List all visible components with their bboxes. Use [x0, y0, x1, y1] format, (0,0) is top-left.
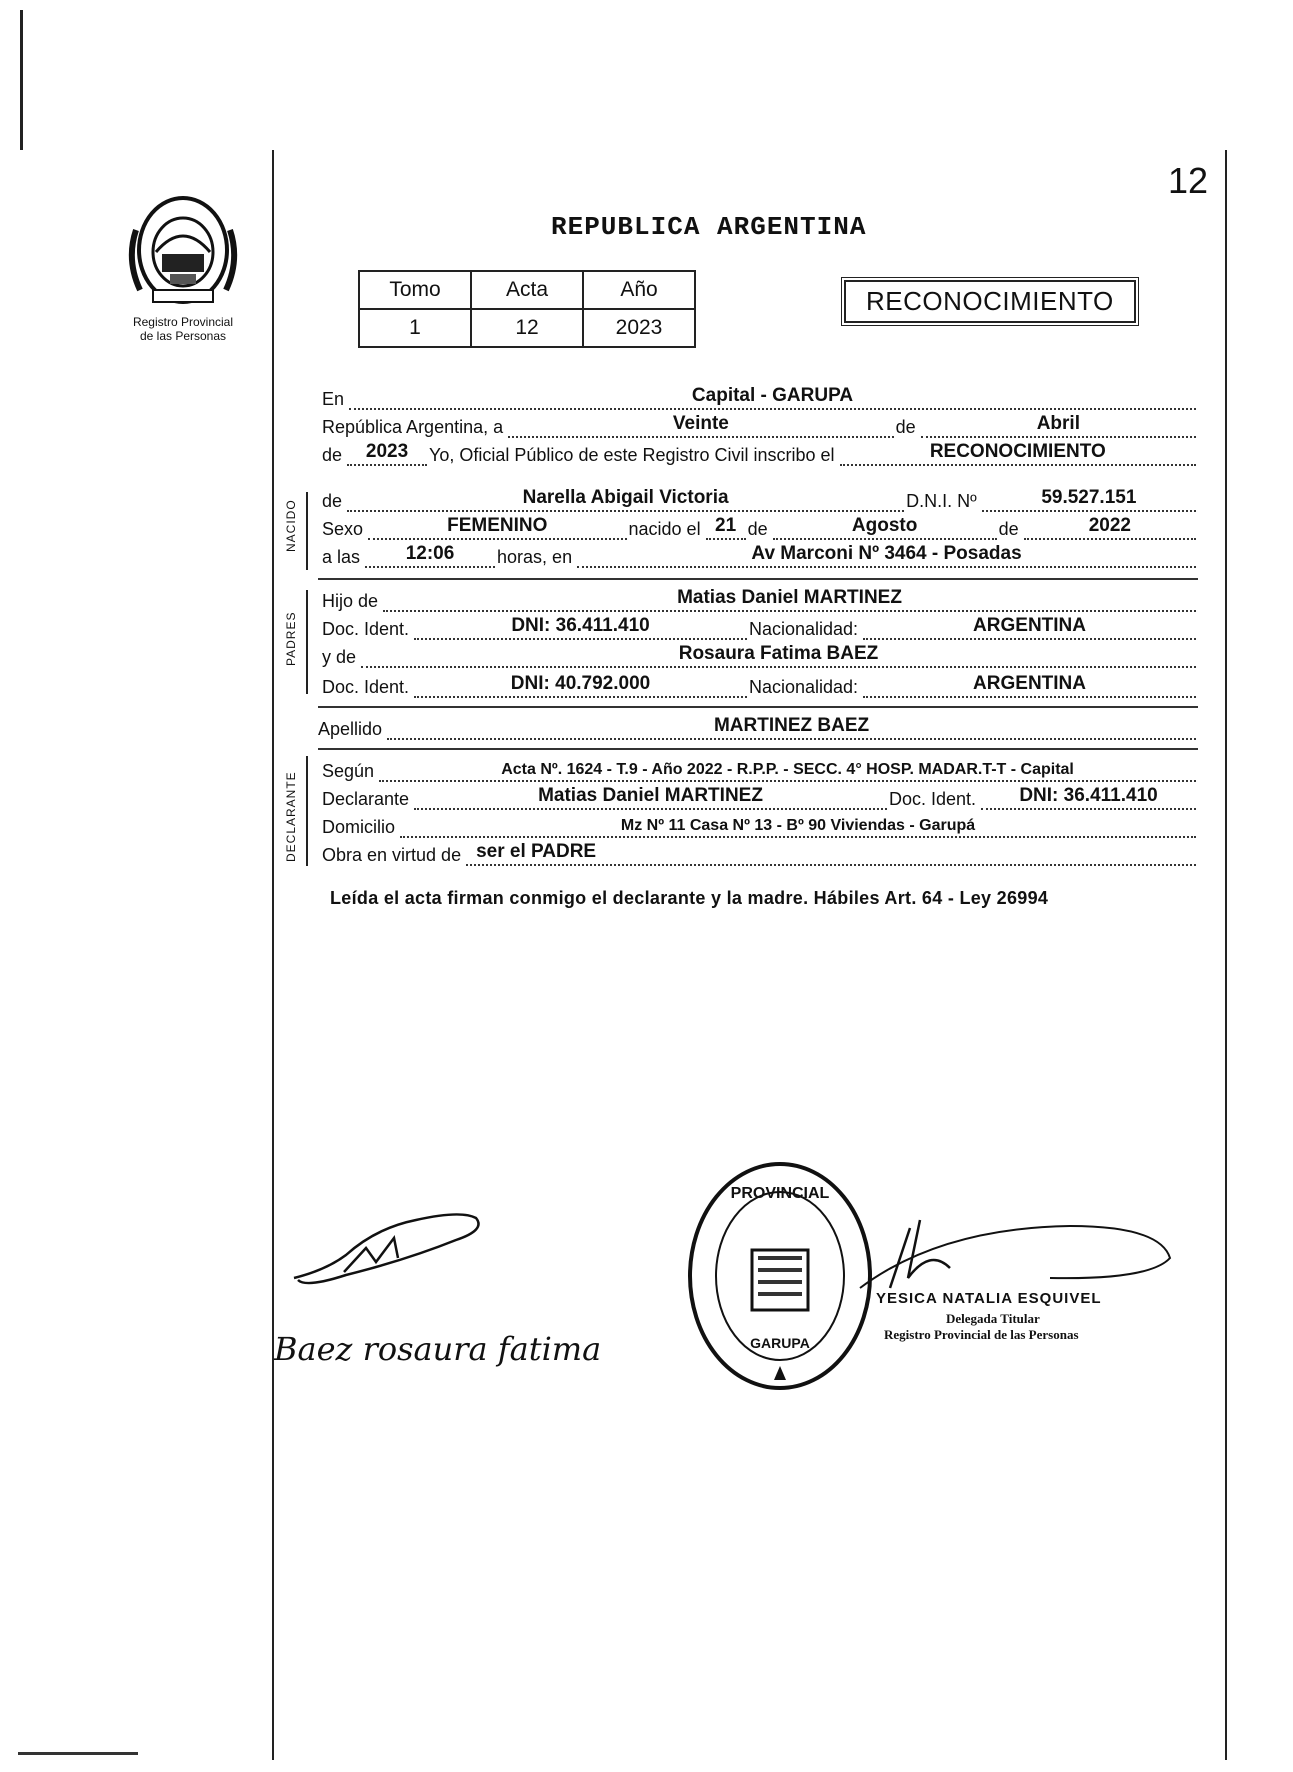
padre-doc-field: [414, 616, 747, 640]
row-domicilio: [322, 814, 1198, 838]
madre-value: Rosaura Fatima BAEZ: [678, 644, 879, 664]
official-signature-block: [876, 1290, 1102, 1343]
obra-value: ser el PADRE: [476, 842, 597, 862]
svg-text:GARUPA: GARUPA: [750, 1335, 810, 1351]
left-margin-mark: [20, 10, 23, 150]
nac-dia-field: [706, 516, 746, 540]
alas-label: a las: [322, 547, 361, 567]
padre-nac-value: ARGENTINA: [973, 616, 1086, 636]
declarant-signature: [286, 1200, 506, 1300]
logo-caption-line2: de las Personas: [139, 329, 227, 343]
registry-header-acta: Acta: [471, 271, 583, 309]
registry-table-value-row: [359, 309, 695, 347]
province-logo: [118, 190, 248, 343]
decl-doc-field: [981, 786, 1196, 810]
row-anio-oficial: [322, 442, 1198, 466]
dni-field: [982, 488, 1196, 512]
row-declarante: [322, 786, 1198, 810]
padre-field: [383, 588, 1196, 612]
nac-mes-value: Agosto: [851, 516, 918, 536]
official-org: Registro Provincial de las Personas: [884, 1327, 1079, 1342]
segun-value: Acta Nº. 1624 - T.9 - Año 2022 - R.P.P. - SECC. 4° HOSP. MADAR.T-T - Capital: [501, 761, 1074, 778]
declarante-label: Declarante: [322, 789, 410, 809]
mother-signature: [270, 1320, 650, 1380]
de2-label: de: [322, 445, 343, 465]
svg-text:Baez rosaura fatima: Baez rosaura fatima: [274, 1330, 602, 1368]
row-sexo-nacimiento: [322, 516, 1198, 540]
lugar-value: Av Marconi Nº 3464 - Posadas: [751, 544, 1022, 564]
registry-header-anio: Año: [583, 271, 695, 309]
separator-after-padres: [318, 706, 1198, 708]
page-number: 12: [1168, 160, 1209, 201]
dia-field: [508, 414, 894, 438]
row-obra: [322, 842, 1198, 866]
row-nombre: [322, 488, 1198, 512]
segun-field: [379, 758, 1196, 782]
svg-text:PROVINCIAL: PROVINCIAL: [730, 1185, 830, 1202]
apellido-value: MARTINEZ BAEZ: [713, 716, 870, 736]
dia-value: Veinte: [672, 414, 729, 434]
bottom-left-mark: [18, 1752, 138, 1755]
registry-table-header-row: [359, 271, 695, 309]
row-fecha-inscripcion: [322, 414, 1198, 438]
page-right-border: [1225, 150, 1227, 1760]
separator-after-nacido: [318, 578, 1198, 580]
registry-header-tomo: Tomo: [359, 271, 471, 309]
hora-field: [365, 544, 495, 568]
madre-nac-label: Nacionalidad:: [748, 677, 859, 697]
republica-label: República Argentina, a: [322, 417, 504, 437]
domicilio-label: Domicilio: [322, 817, 396, 837]
mes-field: [921, 414, 1196, 438]
dni-label: D.N.I. Nº: [906, 491, 977, 511]
anio-value: 2023: [365, 442, 409, 462]
nac-mes-field: [773, 516, 997, 540]
hora-value: 12:06: [405, 544, 455, 564]
decl-doc-value: DNI: 36.411.410: [1019, 786, 1158, 806]
registry-value-tomo: 1: [359, 309, 471, 347]
segun-label: Según: [322, 761, 375, 781]
obra-label: Obra en virtud de: [322, 845, 462, 865]
en-field: [349, 386, 1196, 410]
obra-field: [466, 842, 1196, 866]
official-name: YESICA NATALIA ESQUIVEL: [876, 1290, 1102, 1307]
registry-table: [358, 270, 696, 348]
row-segun: [322, 758, 1198, 782]
row-madre: [322, 644, 1198, 668]
row-padre-doc: [322, 616, 1198, 640]
section-bracket-declarante: [306, 756, 308, 866]
nac-anio-field: [1024, 516, 1196, 540]
padre-doc-label: Doc. Ident.: [322, 619, 410, 639]
hijo-label: Hijo de: [322, 591, 379, 611]
padre-nac-label: Nacionalidad:: [748, 619, 859, 639]
row-en: [322, 386, 1198, 410]
declarante-value: Matias Daniel MARTINEZ: [538, 786, 763, 806]
registry-value-acta: 12: [471, 309, 583, 347]
dni-value: 59.527.151: [1041, 488, 1137, 508]
declarante-field: [414, 786, 887, 810]
yde-label: y de: [322, 647, 357, 667]
padre-doc-value: DNI: 36.411.410: [511, 616, 650, 636]
domicilio-field: [400, 814, 1196, 838]
registry-value-anio: 2023: [583, 309, 695, 347]
madre-nac-value: ARGENTINA: [973, 674, 1086, 694]
de3-label: de: [322, 491, 343, 511]
row-hora-lugar: [322, 544, 1198, 568]
official-title: Delegada Titular: [946, 1311, 1040, 1326]
apellido-field: [387, 716, 1196, 740]
nombre-value: Narella Abigail Victoria: [522, 488, 729, 508]
madre-doc-value: DNI: 40.792.000: [510, 674, 651, 694]
nombre-field: [347, 488, 904, 512]
nac-dia-value: 21: [715, 516, 737, 536]
lugar-field: [577, 544, 1196, 568]
sexo-field: [368, 516, 626, 540]
apellido-label: Apellido: [318, 719, 383, 739]
de5-label: de: [998, 519, 1019, 539]
de4-label: de: [747, 519, 768, 539]
nacido-label: nacido el: [628, 519, 701, 539]
inscripcion-field: [840, 442, 1196, 466]
sexo-label: Sexo: [322, 519, 364, 539]
anio-field: [347, 442, 427, 466]
madre-field: [361, 644, 1196, 668]
inscripcion-value: RECONOCIMIENTO: [929, 442, 1106, 462]
row-padre: [322, 588, 1198, 612]
sexo-value: FEMENINO: [447, 516, 548, 536]
nac-anio-value: 2022: [1088, 516, 1131, 536]
document-title: REPUBLICA ARGENTINA: [551, 212, 867, 242]
row-apellido: [318, 716, 1198, 740]
mes-value: Abril: [1036, 414, 1080, 434]
section-label-declarante: DECLARANTE: [284, 771, 298, 862]
page-left-border: [272, 150, 274, 1760]
domicilio-value: Mz Nº 11 Casa Nº 13 - Bº 90 Viviendas - Garupá: [620, 817, 976, 834]
decl-doc-label: Doc. Ident.: [888, 789, 977, 809]
provincial-seal-icon: [118, 190, 248, 310]
closing-text: Leída el acta firman conmigo el declarante y la madre. Hábiles Art. 64 - Ley 26994: [330, 888, 1049, 908]
section-label-padres: PADRES: [284, 611, 298, 666]
section-bracket-nacido: [306, 492, 308, 570]
en-value: Capital - GARUPA: [691, 386, 854, 406]
logo-caption-line1: Registro Provincial: [132, 315, 234, 329]
oficial-text: Yo, Oficial Público de este Registro Civil inscribo el: [429, 445, 835, 465]
act-type-box: RECONOCIMIENTO: [844, 280, 1136, 323]
de-label: de: [895, 417, 916, 437]
horas-label: horas, en: [497, 547, 573, 567]
separator-after-apellido: [318, 748, 1198, 750]
en-label: En: [322, 389, 345, 409]
row-madre-doc: [322, 674, 1198, 698]
padre-value: Matias Daniel MARTINEZ: [677, 588, 902, 608]
padre-nac-field: [863, 616, 1196, 640]
madre-doc-label: Doc. Ident.: [322, 677, 410, 697]
section-bracket-padres: [306, 590, 308, 694]
madre-doc-field: [414, 674, 747, 698]
section-label-nacido: NACIDO: [284, 499, 298, 552]
madre-nac-field: [863, 674, 1196, 698]
